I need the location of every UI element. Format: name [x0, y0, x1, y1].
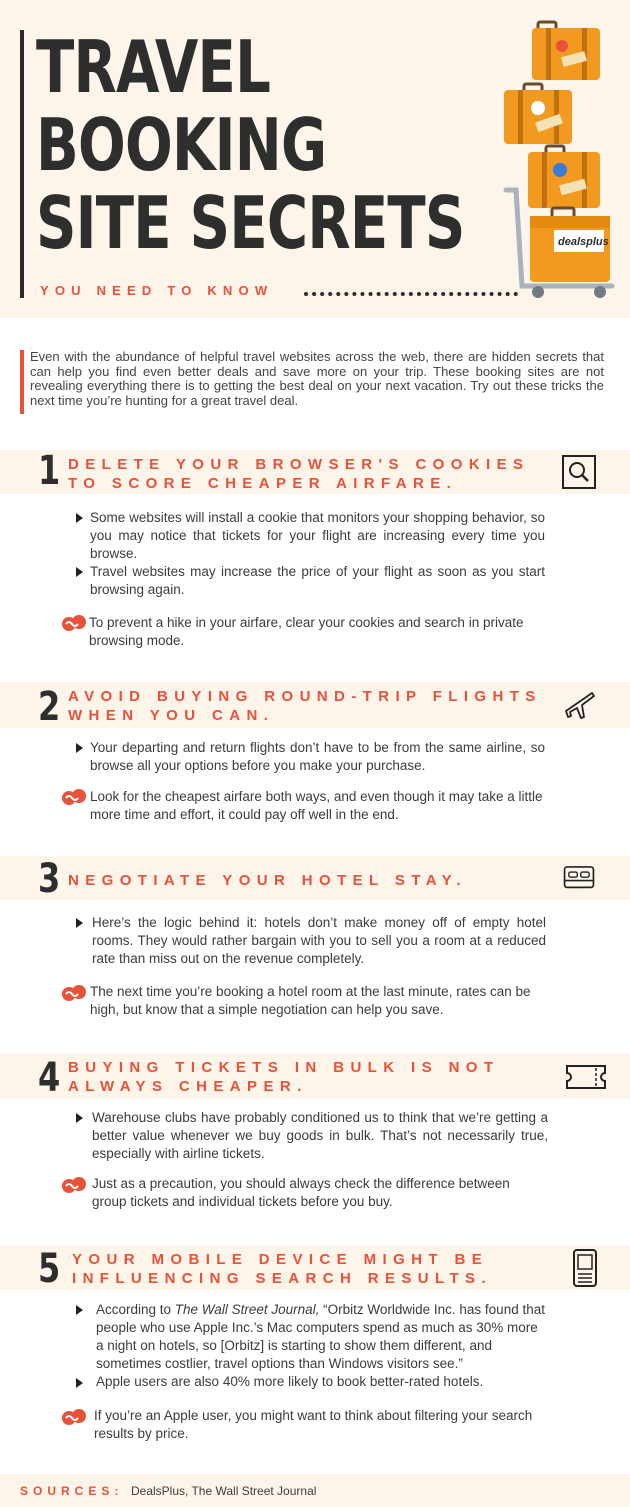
title-line-1: TRAVEL [36, 25, 271, 109]
tip-text: Just as a precaution, you should always check the difference between group tickets and individual tickets before you buy. [92, 1176, 510, 1209]
dealsplus-tip-icon [60, 1407, 88, 1427]
section-title [72, 1250, 492, 1288]
list-item: Warehouse clubs have probably conditioned us to think that we’re getting a better value whenever we buy goods in bulk. That’s not necessarily true, especially with airline tickets. [92, 1110, 548, 1161]
hero-accent-bar [20, 30, 24, 298]
section-title-line: YOUR MOBILE DEVICE MIGHT BE [72, 1251, 489, 1268]
section-number: 4 [38, 1055, 61, 1101]
source-publication: The Wall Street Journal, [174, 1302, 320, 1317]
dotted-divider [304, 290, 518, 296]
bullet-text: “Orbitz Worldwide Inc. has found that people who use Apple Inc.’s Mac computers spend as much as 30% more a night on hotels, so [Orbitz] is starting to show them different, and sometimes costlier, travel options than Windows visitors see.” [96, 1302, 545, 1371]
section-title-line: NEGOTIATE YOUR HOTEL STAY. [68, 872, 467, 889]
section-title-line: ALWAYS CHEAPER. [68, 1078, 308, 1095]
section-number: 5 [38, 1246, 61, 1292]
list-item: Travel websites may increase the price of your flight as soon as you start browsing again. [90, 564, 545, 597]
dealsplus-tip-icon [60, 983, 88, 1003]
page-title [36, 25, 465, 265]
title-line-2: BOOKING [36, 103, 327, 187]
bullet-arrow-icon [76, 1305, 83, 1315]
list-item: Your departing and return flights don’t have to be from the same airline, so browse all your options before you make your purchase. [90, 740, 545, 773]
bullet-arrow-icon [76, 743, 83, 753]
dealsplus-tip-icon [60, 787, 88, 807]
section-5-header [0, 1245, 630, 1290]
bullet-arrow-icon [76, 567, 83, 577]
suitcase-second [504, 84, 572, 144]
list-item: Apple users are also 40% more likely to book better-rated hotels. [96, 1374, 484, 1389]
hero-banner [0, 0, 630, 318]
title-line-3: SITE SECRETS [36, 181, 465, 265]
section-4-header [0, 1053, 630, 1099]
section-title [68, 1058, 499, 1096]
section-title [68, 687, 542, 725]
section-title-line: WHEN YOU CAN. [68, 707, 275, 724]
sources-label: SOURCES: [20, 1484, 124, 1498]
search-icon [562, 455, 596, 489]
intro-block [20, 350, 604, 414]
luggage-tag-logo: dealsplus [558, 236, 609, 248]
sources-footer [0, 1474, 630, 1507]
section-3-header [0, 856, 630, 900]
bullet-text: According to [96, 1302, 175, 1317]
ticket-icon [564, 1059, 608, 1093]
list-item: Here’s the logic behind it: hotels don’t make money off of empty hotel rooms. They would rather bargain with you to sell you a room at a reduced rate than miss out on the revenue completely. [92, 915, 546, 966]
suitcase-third [528, 146, 600, 208]
section-title-line: TO SCORE CHEAPER AIRFARE. [68, 475, 458, 492]
bullet-arrow-icon [76, 1113, 83, 1123]
section-1-header [0, 450, 630, 494]
tip-text: If you’re an Apple user, you might want to think about filtering your search results by price. [94, 1408, 533, 1441]
page-subtitle: YOU NEED TO KNOW [40, 283, 274, 298]
list-item: Some websites will install a cookie that monitors your shopping behavior, so you may notice that tickets for your flight are increasing every time you browse. [90, 510, 545, 561]
section-2-header [0, 682, 630, 728]
tip-text: The next time you’re booking a hotel room at the last minute, rates can be high, but know that a simple negotiation can help you save. [90, 984, 531, 1017]
dealsplus-tip-icon [60, 1175, 88, 1195]
section-title-line: BUYING TICKETS IN BULK IS NOT [68, 1059, 500, 1076]
suitcase-bottom [530, 208, 610, 282]
sources-text: DealsPlus, The Wall Street Journal [131, 1484, 317, 1498]
section-title [68, 455, 529, 493]
bed-icon [562, 861, 596, 895]
section-title-line: INFLUENCING SEARCH RESULTS. [72, 1270, 493, 1287]
section-title-line: AVOID BUYING ROUND-TRIP FLIGHTS [68, 688, 542, 705]
luggage-cart-illustration [500, 18, 620, 300]
intro-accent-bar [20, 350, 24, 414]
tip-text: Look for the cheapest airfare both ways, and even though it may take a little more time and effort, it could pay off well in the end. [90, 789, 543, 822]
bullet-arrow-icon [76, 1378, 83, 1388]
section-number: 2 [38, 684, 61, 730]
bullet-arrow-icon [76, 513, 83, 523]
section-title-line: DELETE YOUR BROWSER'S COOKIES [68, 456, 530, 473]
mobile-phone-icon [570, 1248, 600, 1288]
dealsplus-tip-icon [60, 613, 88, 633]
bullet-arrow-icon [76, 918, 83, 928]
intro-paragraph: Even with the abundance of helpful travel websites across the web, there are hidden secrets that can help you find even better deals and save more on your trip. These booking sites are not revealing everything there is to getting the best deal on your next vacation. Try out these tricks the next time you’re hunting for a great travel deal. [30, 349, 604, 408]
list-item [96, 1301, 548, 1373]
suitcase-top [532, 22, 600, 80]
section-number: 3 [38, 856, 61, 902]
tip-text: To prevent a hike in your airfare, clear your cookies and search in private browsing mode. [89, 615, 524, 648]
section-number: 1 [38, 448, 61, 494]
airplane-icon [562, 687, 596, 721]
section-title [68, 871, 467, 890]
